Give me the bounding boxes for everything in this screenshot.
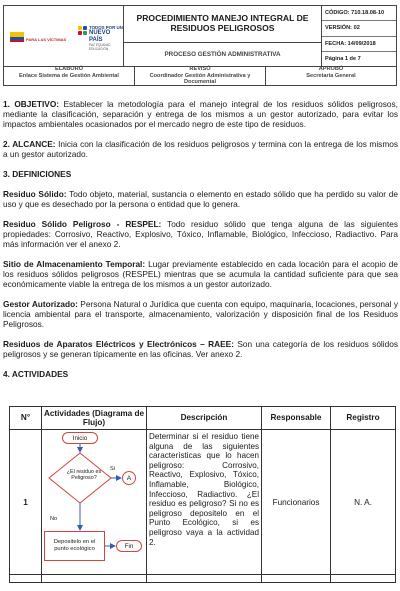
table-header-row [10,407,395,430]
definition-term: Sitio de Almacenamiento Temporal: [3,259,146,269]
approval-table [3,67,397,86]
flow-connector-a: A [122,471,136,485]
doc-page: Página 1 de 7 [325,55,361,62]
logo-left-line2: PARA LAS VÍCTIMAS [26,37,67,42]
doc-code: CÓDIGO: 710.18.08-10 [322,6,396,21]
colombia-flag-icon [10,32,24,42]
reviso-value: Coordinador Gestión Administrativa y Documental [149,72,251,85]
flow-yes-label: Si [110,466,115,472]
aprobo-cell [266,67,396,85]
definition-term: Gestor Autorizado: [3,299,78,309]
flow-diagram [42,430,147,575]
section-alcance-text: Inicia con la clasificación de los residuos peligrosos y termina con la entrega de los mismos a un gestor autorizado. [3,139,399,159]
definition-text: Todo residuo sólido que tenga alguna de las siguientes propiedades: Corrosivo, Reactivo, Explosivo, Tóxico, Inflamable, Biológico, Infeccioso, Radiactivo. Para más información ver el anexo 2. [3,219,398,249]
process-name: PROCESO GESTIÓN ADMINISTRATIVA [164,51,281,58]
document-header [3,5,397,67]
definition-sitio-almacenamiento [3,259,398,289]
document-meta [322,6,396,66]
reviso-heading: REVISÓ [189,66,211,72]
column-header-responsable: Responsable [262,407,331,429]
section-objetivo-text: Establecer la metodología para el manejo integral de los residuos sólidos peligrosos, mediante la clasificación, separación y entrega de los mismos a un gestor autorizado, para evitar los impactos ambientales ocasionados por el mercado negro de este tipo de residuos. [3,99,398,129]
definition-text: Persona Natural o Jurídica que cuenta con equipo, maquinaria, locaciones, personal y licencia ambiental para el transporte, almacenamiento, valorización y disposición final de los Residuos Peligrosos. [3,299,398,329]
definition-term: Residuos de Aparatos Eléctricos y Electrónicos – RAEE: [3,339,234,349]
definition-text: Lugar previamente establecido en cada locación para el acopio de los residuos sólidos peligrosos (RESPEL) mientras que se acumula la cantidad suficiente para que sea económicamente viable la entrega de los mismos a un gestor autorizado. [3,259,398,289]
section-alcance-label: 2. ALCANCE: [3,139,56,149]
definition-term: Residuo Sólido Peligroso - RESPEL: [3,219,162,229]
table-row [10,430,395,575]
section-actividades-heading: 4. ACTIVIDADES [3,369,69,379]
flow-process-box: Depositelo en el punto ecológico [44,531,105,561]
column-header-descripcion: Descripción [147,407,262,429]
column-header-num: N° [10,407,42,429]
flow-diagram-cell [42,430,147,574]
definition-text: Todo objeto, material, sustancia o elemento en estado sólido que ha perdido su valor de uso y que es desechado por la persona o entidad que lo genera. [3,189,398,209]
elaboro-heading: ELABORÓ [55,66,83,72]
flow-decision-label: ¿El residuo es Peligroso? [66,469,102,482]
column-header-registro: Registro [346,413,380,423]
table-row [10,575,395,583]
aprobo-value: Secretaría General [306,72,356,79]
activity-responsable: Funcionarios [262,430,331,574]
logo-right-line1: TODOS POR UN [89,25,123,30]
doc-date: FECHA: 14/09/2018 [322,37,396,52]
logo-right-line3: PAZ EQUIDAD EDUCACIÓN [89,42,111,51]
section-definiciones-heading: 3. DEFINICIONES [3,169,72,179]
activity-description: Determinar si el residuo tiene alguna de las siguientes características que lo hacen peligroso: Corrosivo, Reactivo, Explosivo, Tóxico, Inflamable, Biológico, Infeccioso, Radiactivo. ¿El residuo es peligroso? Si no es peligroso depositelo en el Punto Ecológico, si es peligroso vaya a la actividad 2. [147,430,262,574]
header-logos [4,6,124,66]
activity-number: 1 [10,430,42,574]
document-title: PROCEDIMIENTO MANEJO INTEGRAL DE RESIDUOS PELIGROSOS [124,6,321,43]
definition-text: Son una categoría de los residuos sólidos peligrosos y se generan típicamente en las oficinas. Ver anexo 2. [3,339,398,359]
elaboro-cell [4,67,135,85]
flow-start-terminator: Inicio [62,432,98,444]
section-alcance [3,139,398,159]
todos-por-un-nuevo-pais-icon [78,26,87,35]
definition-gestor-autorizado [3,299,398,329]
definition-residuo-solido [3,189,398,209]
logo-right-line2: NUEVO PAÍS [89,30,111,43]
definition-respel [3,219,398,249]
section-objetivo-label: 1. OBJETIVO: [3,99,60,109]
column-header-actividades: Actividades (Diagrama de Flujo) [42,407,147,429]
document-body [3,99,398,379]
activities-table [9,406,396,583]
activity-registro: N. A. [354,497,372,507]
definition-term: Residuo Sólido: [3,189,67,199]
reviso-cell [135,67,266,85]
elaboro-value: Enlace Sistema de Gestión Ambiental [19,72,119,79]
aprobo-heading: APROBÓ [318,66,344,72]
definition-raee [3,339,398,359]
section-objetivo [3,99,398,129]
logo-right-text [89,25,123,51]
flow-end-terminator: Fin [116,540,142,552]
flow-no-label: No [50,516,58,522]
doc-version: VERSIÓN: 02 [322,21,396,36]
